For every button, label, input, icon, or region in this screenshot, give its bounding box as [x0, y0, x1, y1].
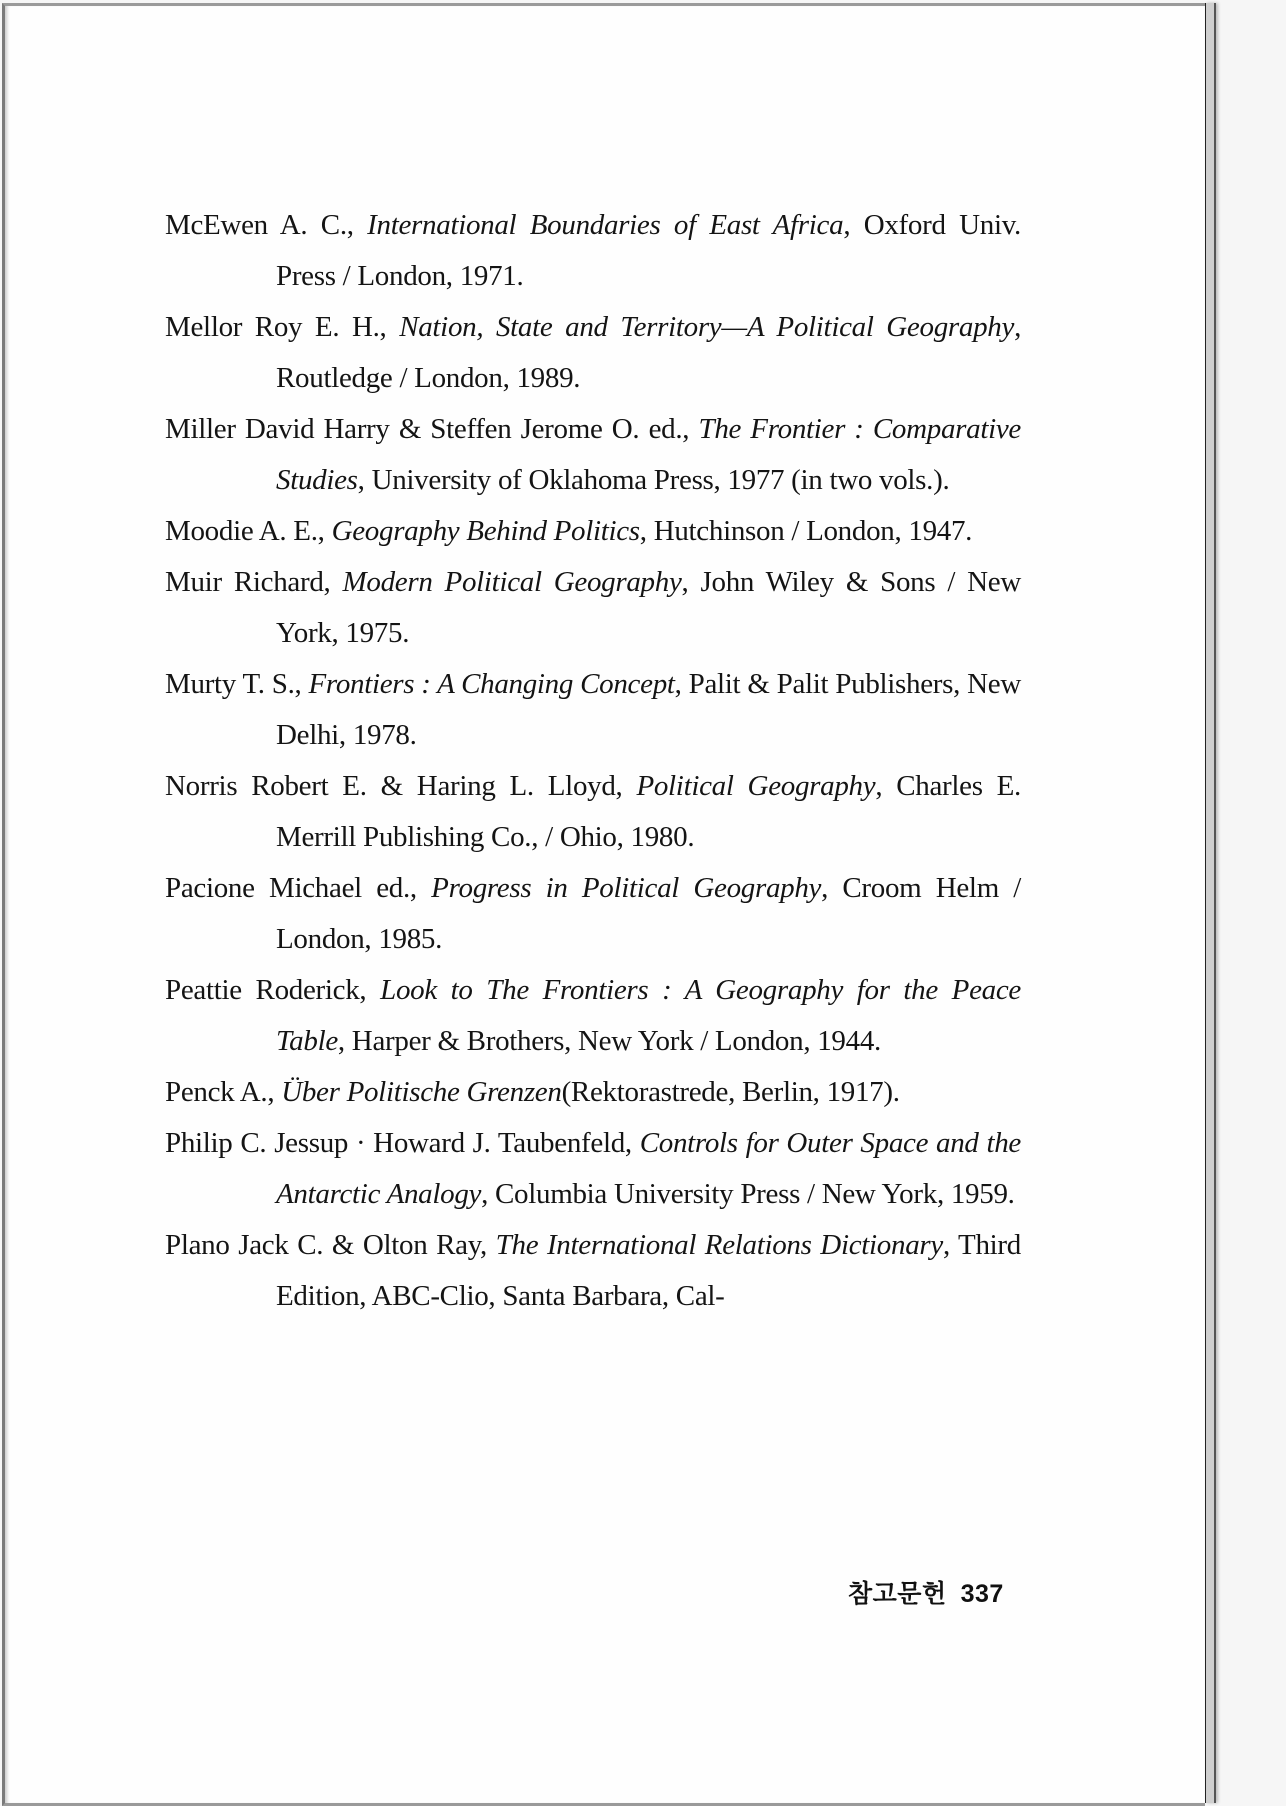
- reference-title: Über Politische Grenzen: [281, 1076, 562, 1108]
- reference-entry: [165, 965, 1021, 1067]
- reference-publication: , Oxford Univ. Press / London, 1971.: [276, 209, 1021, 292]
- reference-publication: , University of Oklahoma Press, 1977 (in two vols.).: [357, 464, 950, 496]
- reference-publication: (Rektorastrede, Berlin, 1917).: [561, 1076, 900, 1108]
- reference-entry: [165, 506, 1021, 557]
- page-number: 337: [960, 1580, 1004, 1608]
- reference-entry: [165, 557, 1021, 659]
- page-edge: [1205, 3, 1216, 1803]
- reference-title: Modern Political Geography: [342, 566, 682, 598]
- reference-title: The Frontier : Comparative Studies: [276, 413, 1022, 496]
- reference-entry: [165, 1220, 1021, 1322]
- reference-author: Moodie A. E.,: [165, 515, 332, 547]
- reference-title: Political Geography: [636, 770, 876, 802]
- page-footer: [848, 1574, 1004, 1610]
- section-title: 참고문헌: [848, 1580, 947, 1608]
- reference-publication: , Croom Helm / London, 1985.: [276, 872, 1021, 955]
- reference-title: Controls for Outer Space and the Antarctic Analogy: [276, 1127, 1021, 1210]
- reference-author: Plano Jack C. & Olton Ray,: [165, 1229, 496, 1261]
- reference-entry: [165, 659, 1021, 761]
- reference-author: Muir Richard,: [165, 566, 343, 598]
- reference-entry: [165, 1118, 1021, 1220]
- reference-entry: [165, 200, 1021, 302]
- reference-author: McEwen A. C.,: [165, 209, 368, 241]
- reference-author: Norris Robert E. & Haring L. Lloyd,: [165, 770, 637, 802]
- reference-author: Miller David Harry & Steffen Jerome O. ed.,: [165, 413, 699, 445]
- reference-entry: [165, 302, 1021, 404]
- reference-author: Murty T. S.,: [165, 668, 309, 700]
- reference-author: Penck A.,: [165, 1076, 282, 1108]
- reference-author: Peattie Roderick,: [165, 974, 381, 1006]
- reference-title: Geography Behind Politics: [331, 515, 640, 547]
- reference-author: Pacione Michael ed.,: [165, 872, 432, 904]
- reference-publication: , Columbia University Press / New York, 1959.: [481, 1178, 1015, 1210]
- reference-publication: , Third Edition, ABC-Clio, Santa Barbara, Cal-: [276, 1229, 1021, 1312]
- reference-title: Frontiers : A Changing Concept: [308, 668, 675, 700]
- reference-author: Mellor Roy E. H.,: [165, 311, 400, 343]
- reference-title: Look to The Frontiers : A Geography for the Peace Table: [276, 974, 1021, 1057]
- reference-entry: [165, 761, 1021, 863]
- reference-publication: , Palit & Palit Publishers, New Delhi, 1978.: [276, 668, 1021, 751]
- reference-publication: , Hutchinson / London, 1947.: [639, 515, 973, 547]
- reference-entry: [165, 1067, 1021, 1118]
- reference-publication: , Harper & Brothers, New York / London, 1944.: [337, 1025, 881, 1057]
- reference-publication: , John Wiley & Sons / New York, 1975.: [276, 566, 1021, 649]
- reference-publication: , Routledge / London, 1989.: [276, 311, 1022, 394]
- reference-title: The International Relations Dictionary: [495, 1229, 943, 1261]
- reference-entry: [165, 863, 1021, 965]
- reference-publication: , Charles E. Merrill Publishing Co., / Ohio, 1980.: [276, 770, 1022, 853]
- reference-entry: [165, 404, 1021, 506]
- reference-title: International Boundaries of East Africa: [367, 209, 844, 241]
- reference-title: Progress in Political Geography: [431, 872, 822, 904]
- reference-title: Nation, State and Territory—A Political Geography: [399, 311, 1015, 343]
- reference-list: [165, 200, 1021, 1322]
- reference-author: Philip C. Jessup · Howard J. Taubenfeld,: [165, 1127, 640, 1159]
